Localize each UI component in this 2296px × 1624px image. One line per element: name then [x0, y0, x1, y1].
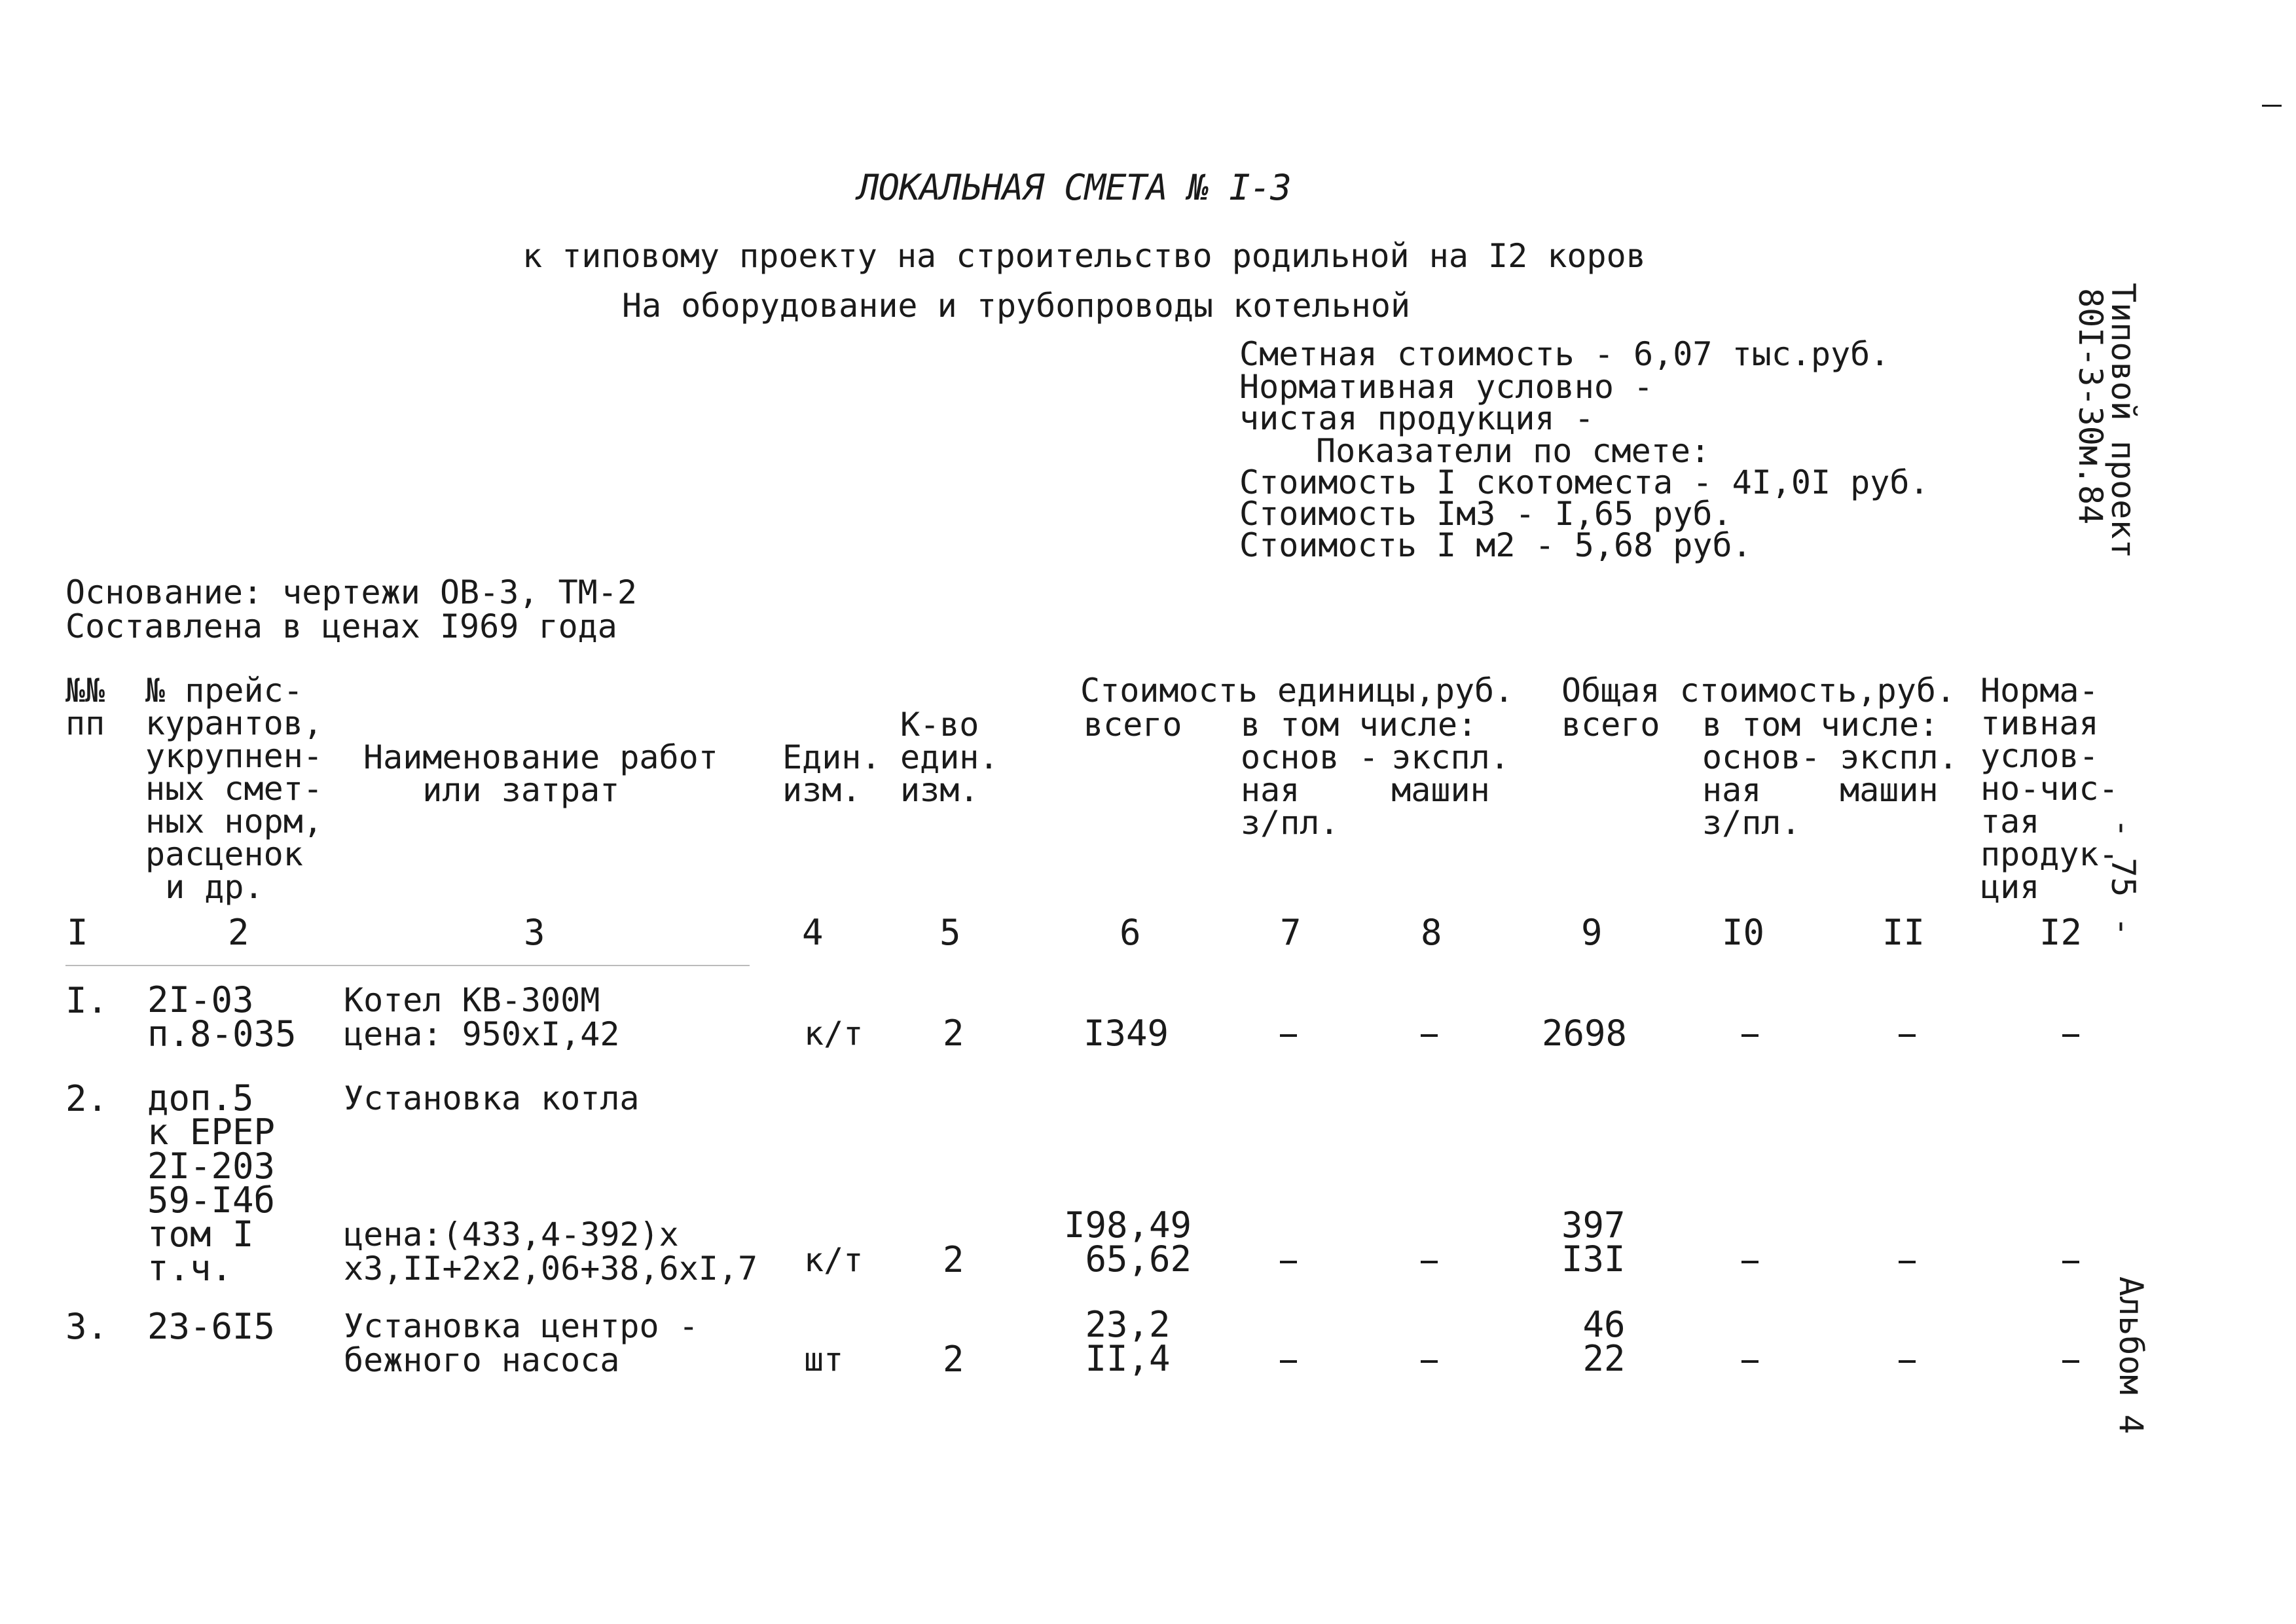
header-col-total-machines: экспл. машин [1840, 738, 1958, 809]
header-col-total: всего [1561, 706, 1660, 744]
header-col-unit: Един. изм. [782, 738, 881, 809]
column-number: 3 [524, 912, 545, 953]
row-total: 2698 [1542, 1013, 1628, 1054]
column-number: I [67, 912, 88, 953]
header-col-pricelist: № прейс- курантов, укрупнен- ных смет- ных норм, расценок и др. [145, 672, 323, 906]
row-total: 46 22 [1582, 1304, 1626, 1379]
subtitle-equipment: На оборудование и трубопроводы котельной [622, 287, 1411, 325]
row-work-name: Котел КВ-300М цена: 950хI,42 [344, 981, 620, 1053]
header-col-work-name: Наименование работ или затрат [363, 738, 718, 809]
row-number: 2. [65, 1078, 109, 1119]
row-unit-wages-dash [1280, 1261, 1297, 1263]
column-number: 6 [1120, 912, 1141, 953]
summary-cost-per-animal: Стоимость I скотоместа - 4I,0I руб. [1239, 463, 1929, 501]
row-number: 3. [65, 1306, 109, 1347]
row-unit: шт [804, 1341, 844, 1379]
header-col-net-product: Норма- тивная услов- но-чис- тая продук- ция [1980, 672, 2119, 906]
row-quantity: 2 [943, 1239, 964, 1280]
column-number: 9 [1581, 912, 1603, 953]
column-number: 8 [1421, 912, 1442, 953]
row-work-name: Установка котла цена:(433,4-392)х х3,II+2х2,06+38,6хI,7 [344, 1079, 758, 1288]
row-number: I. [65, 980, 109, 1021]
header-divider [65, 965, 750, 966]
row-total: 397 I3I [1561, 1204, 1626, 1280]
page-number: - 75 - [2104, 818, 2142, 937]
row-unit-machines-dash [1421, 1360, 1438, 1363]
header-total-cost-group: Общая стоимость,руб. [1561, 672, 1956, 710]
row-pricelist-ref: 23-6I5 [147, 1306, 276, 1347]
row-total-wages-dash [1741, 1261, 1758, 1263]
summary-indicators-heading: Показатели по смете: [1316, 432, 1711, 470]
row-total-machines-dash [1899, 1360, 1916, 1363]
column-number: 4 [802, 912, 824, 953]
page-title: ЛОКАЛЬНАЯ СМЕТА № I-3 [858, 167, 1291, 208]
row-unit-wages-dash [1280, 1034, 1297, 1037]
row-net-product-dash [2062, 1360, 2079, 1363]
column-number: I2 [2039, 912, 2083, 953]
header-col-total-wages: в том числе: основ- ная з/пл. [1702, 706, 1939, 842]
row-unit-total: I98,49 65,62 [1064, 1204, 1192, 1280]
row-quantity: 2 [943, 1013, 964, 1054]
column-number: 5 [939, 912, 961, 953]
row-unit-wages-dash [1280, 1360, 1297, 1363]
row-net-product-dash [2062, 1261, 2079, 1263]
subtitle-project: к типовому проекту на строительство родильной на I2 коров [522, 237, 1646, 275]
header-col-unit-total: всего [1084, 706, 1182, 744]
row-unit-total: 23,2 II,4 [1085, 1304, 1171, 1379]
row-quantity: 2 [943, 1339, 964, 1380]
row-total-wages-dash [1741, 1034, 1758, 1037]
row-unit: к/т [804, 1015, 864, 1053]
summary-cost-per-m2: Стоимость I м2 - 5,68 руб. [1239, 526, 1752, 564]
summary-cost-per-m3: Стоимость Iм3 - I,65 руб. [1239, 495, 1732, 533]
row-total-machines-dash [1899, 1034, 1916, 1037]
side-project-label: Типовой проект [2104, 283, 2142, 559]
row-net-product-dash [2062, 1034, 2079, 1037]
header-col-quantity: К-во един. изм. [900, 706, 999, 809]
row-pricelist-ref: 2I-03 п.8-035 [147, 979, 297, 1055]
column-number: 2 [228, 912, 249, 953]
header-unit-cost-group: Стоимость единицы,руб. [1080, 672, 1514, 710]
side-album-label: Альбом 4 [2112, 1276, 2150, 1434]
row-total-wages-dash [1741, 1360, 1758, 1363]
summary-estimated-cost: Сметная стоимость - 6,07 тыс.руб. [1239, 335, 1890, 373]
summary-normative-label: Нормативная условно - [1239, 368, 1654, 406]
side-project-code: 80I-3-30м.84 [2071, 288, 2109, 525]
column-number: 7 [1280, 912, 1302, 953]
row-unit-total: I349 [1084, 1013, 1169, 1054]
row-total-machines-dash [1899, 1261, 1916, 1263]
column-number: I0 [1722, 912, 1765, 953]
edge-mark [2262, 105, 2282, 107]
column-number: II [1882, 912, 1925, 953]
header-col-unit-machines: экспл. машин [1391, 738, 1510, 809]
row-unit-machines-dash [1421, 1034, 1438, 1037]
row-unit-machines-dash [1421, 1261, 1438, 1263]
row-work-name: Установка центро - бежного насоса [344, 1307, 699, 1379]
header-col-unit-wages: в том числе: основ - ная з/пл. [1241, 706, 1478, 842]
header-col-number: №№ пп [65, 672, 105, 742]
basis-drawings: Основание: чертежи ОВ-3, ТМ-2 [65, 573, 637, 611]
basis-price-year: Составлена в ценах I969 года [65, 607, 617, 645]
row-unit: к/т [804, 1241, 864, 1279]
summary-net-product-label: чистая продукция - [1239, 399, 1594, 437]
row-pricelist-ref: доп.5 к ЕРЕР 2I-203 59-I4б том I т.ч. [147, 1077, 276, 1289]
